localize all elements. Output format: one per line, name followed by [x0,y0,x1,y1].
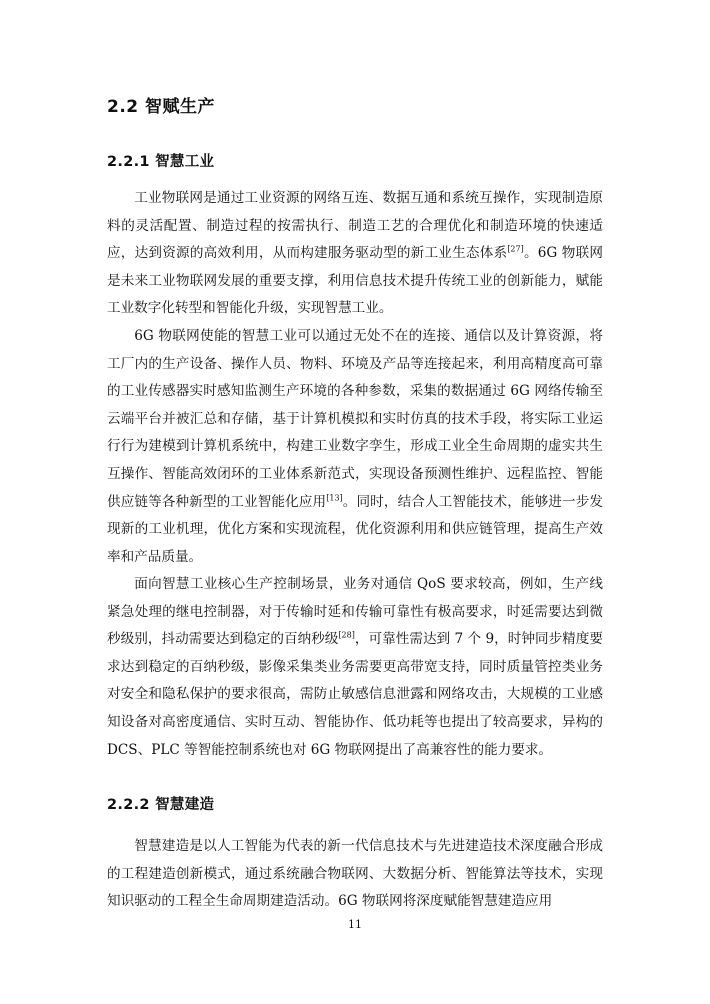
paragraph-6g-smart-industry [107,323,603,571]
subsection-heading-smart-industry: 2.2.1 智慧工业 [107,154,215,170]
paragraph-smart-construction: 智慧建造是以人工智能为代表的新一代信息技术与先进建造技术深度融合形成的工程建造创新模式，通过系统融合物联网、大数据分析、智能算法等技术，实现知识驱动的工程全生命周期建造活动。6G 物联网将深度赋能智慧建造应用 [107,838,603,910]
subsection-heading-smart-construction: 2.2.2 智慧建造 [107,797,215,813]
paragraph-text: 面向智慧工业核心生产控制场景，业务对通信 QoS 要求较高，例如，生产线紧急处理的继电控制器，对于传输时延和传输可靠性有极高要求，时延需要达到微秒级别，抖动需要达到稳定的百纳秒级 [107,576,603,648]
citation: [27] [507,244,524,254]
citation: [13] [326,493,343,503]
paragraph-text: 。同时，结合人工智能技术，能够进一步发现新的工业机理，优化方案和实现流程，优化资源利用和供应链管理，提高生产效率和产品质量。 [107,493,603,565]
paragraph-text: 。6G 物联网是未来工业物联网发展的重要支撑，利用信息技术提升传统工业的创新能力，赋能工业数字化转型和智能化升级，实现智慧工业。 [107,245,603,317]
paragraph-text: ，可靠性需达到 7 个 9，时钟同步精度要求达到稳定的百纳秒级，影像采集类业务需要更高带宽支持，同时质量管控类业务对安全和隐私保护的要求很高，需防止敏感信息泄露和网络攻击，大规模的工业感知设备对高密度通信、实时互动、智能协作、低功耗等也提出了较高要求，异构的 DCS、PLC 等智能控制系统也对 6G 物联网提出了高兼容性的能力要求。 [107,631,604,758]
paragraph-qos-requirements [107,571,603,764]
page-number: 11 [348,918,362,931]
paragraph-industrial-iot [107,185,603,323]
paragraph-text: 工业物联网是通过工业资源的网络互连、数据互通和系统互操作，实现制造原料的灵活配置、制造过程的按需执行、制造工艺的合理优化和制造环境的快速适应，达到资源的高效利用，从而构建服务驱动型的新工业生态体系 [107,190,603,262]
section-heading: 2.2 智赋生产 [107,97,216,117]
paragraph-text: 6G 物联网使能的智慧工业可以通过无处不在的连接、通信以及计算资源，将工厂内的生产设备、操作人员、物料、环境及产品等连接起来，利用高精度高可靠的工业传感器实时感知监测生产环境的各种参数，采集的数据通过 6G 网络传输至云端平台并被汇总和存储，基于计算机模拟和实时仿真的技术手段，将实际工业运行行为建模到计算机系统中，构建工业数字孪生，形成工业全生命周期的虚实共生互操作、智能高效闭环的工业体系新范式，实现设备预测性维护、远程监控、智能供应链等各种新型的工业智能化应用 [107,328,603,510]
citation: [28] [338,630,355,640]
